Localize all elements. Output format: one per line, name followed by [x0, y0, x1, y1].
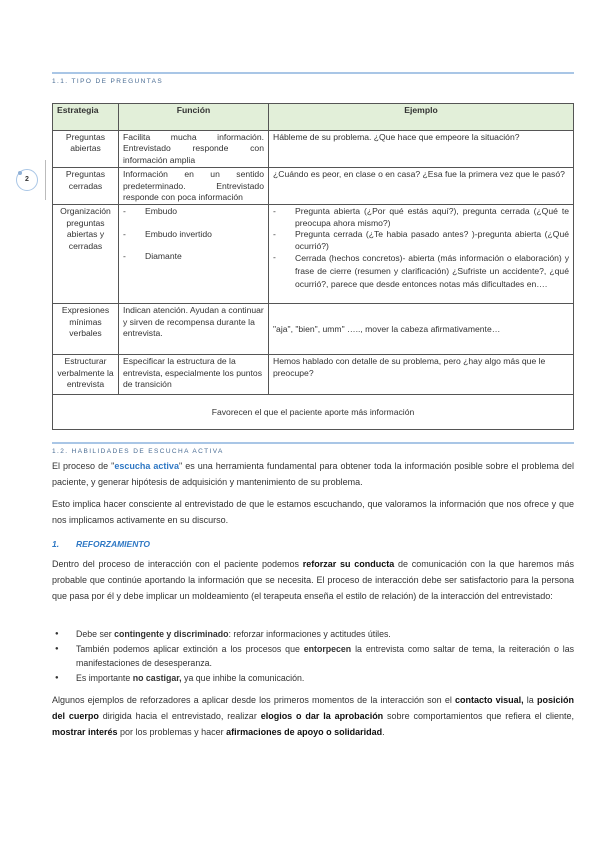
example-item: - Cerrada (hechos concretos)- abierta (más información o elaboración) y frase de cierre (resumen y clarificación) ¿Sufriste un accidente?, ¿qué ocurrió?, parece que desde entonces notas más dificultades en….	[273, 252, 569, 290]
function-cell: Facilita mucha información. Entrevistado responde con información amplia	[119, 131, 269, 168]
table-row	[53, 168, 574, 205]
paragraph-implica	[52, 497, 574, 529]
strategy-cell: Organización preguntas abiertas y cerradas	[53, 205, 119, 304]
table-row	[53, 205, 574, 304]
function-item-text: Embudo invertido	[145, 228, 212, 239]
function-cell: Especificar la estructura de la entrevista, especialmente los puntos de transición	[119, 355, 269, 395]
section-divider	[52, 442, 574, 444]
text-segment: la	[523, 695, 537, 705]
paragraph-reforzar	[52, 557, 574, 604]
function-item: - Embudo invertido	[123, 228, 212, 239]
example-cell: Hemos hablado con detalle de su problema, pero ¿hay algo más que le preocupe?	[269, 355, 574, 395]
header-ejemplo: Ejemplo	[269, 104, 574, 131]
list-item	[52, 642, 574, 671]
example-item: - Pregunta abierta (¿Por qué estás aquí?), pregunta cerrada (¿Qué te preocupa ahora mismo?)	[273, 206, 569, 228]
strategy-cell: Expresiones mínimas verbales	[53, 304, 119, 355]
section-title: 1.2. HABILIDADES DE ESCUCHA ACTIVA	[52, 448, 224, 455]
header-funcion: Función	[119, 104, 269, 131]
function-item: - Diamante	[123, 251, 182, 262]
text-segment: sobre comportamientos que refiera el cliente,	[383, 710, 574, 721]
heading-reforzamiento	[52, 539, 150, 549]
table-row	[53, 355, 574, 395]
emphasis-text: afirmaciones de apoyo o solidaridad	[226, 726, 383, 737]
emphasis-text: no castigar,	[132, 672, 182, 683]
strategy-cell: Preguntas abiertas	[53, 131, 119, 168]
emphasis-text: mostrar interés	[52, 726, 118, 737]
text-segment: Esto implica hacer consciente al entrevistado de que le estamos escuchando, que valoramos la información que nos ofrece y que nos implicamos activamente en su discurso.	[52, 499, 574, 525]
table-row	[53, 304, 574, 355]
text-segment: dirigida hacia el entrevistado, realizar	[98, 710, 261, 721]
paragraph-escucha-activa	[52, 459, 574, 491]
margin-line	[45, 160, 46, 200]
heading-text: REFORZAMIENTO	[76, 539, 150, 549]
emphasis-text: posición del cuerpo	[52, 695, 574, 721]
example-cell: ¿Cuándo es peor, en clase o en casa? ¿Esa fue la primera vez que le pasó?	[269, 168, 574, 205]
bullet-list	[52, 627, 574, 685]
function-item-text: Diamante	[145, 251, 182, 262]
table-row	[53, 131, 574, 168]
example-cell	[269, 205, 574, 304]
emphasis-text: reforzar su conducta	[302, 559, 395, 569]
function-cell: Indican atención. Ayudan a continuar y sirven de recompensa durante la entrevista.	[119, 304, 269, 355]
section-divider	[52, 72, 574, 74]
strategy-cell: Preguntas cerradas	[53, 168, 119, 205]
example-item-text: Cerrada (hechos concretos)- abierta (más información o elaboración) y frase de cierre (resumen y clarificación) ¿Sufriste un accidente?, ¿qué ocurrió?, parece que desde entonces notas más dificultades en….	[295, 253, 569, 290]
text-segment: ya que inhibe la comunicación.	[181, 672, 305, 683]
function-cell	[119, 205, 269, 304]
list-item	[52, 627, 574, 642]
table-footer: Favorecen el que el paciente aporte más información	[53, 395, 574, 430]
text-segment: por los problemas y hacer	[117, 726, 227, 737]
question-types-table	[52, 103, 574, 430]
page-number-badge	[16, 169, 38, 191]
emphasis-text: escucha activa	[114, 461, 179, 471]
text-segment: la entrevista como saltar de tema, la reiteración o las manifestaciones de desesperanza.	[76, 643, 575, 668]
text-segment: Dentro del proceso de interacción con el paciente podemos	[52, 559, 303, 569]
text-segment: También podemos aplicar extinción a los procesos que	[76, 643, 304, 654]
example-item: - Pregunta cerrada (¿Te habia pasado antes? )-pregunta abierta (¿Qué ocurrió?)	[273, 229, 569, 251]
paragraph-ejemplos-reforzadores	[52, 693, 574, 740]
text-segment: El proceso de "	[52, 461, 115, 471]
function-item-text: Embudo	[145, 206, 178, 217]
emphasis-text: elogios o dar la aprobación	[260, 710, 384, 721]
text-segment: .	[382, 726, 385, 737]
text-segment: : reforzar informaciones y actitudes útiles.	[228, 629, 391, 639]
emphasis-text: contacto visual,	[454, 695, 524, 705]
page-number: 2	[25, 176, 29, 183]
text-segment: " es una herramienta fundamental para obtener toda la información posible sobre el problema del paciente, y generar hipótesis de adquisición y mantenimiento de su problema.	[52, 461, 574, 487]
emphasis-text: entorpecen	[303, 643, 352, 654]
text-segment: Algunos ejemplos de reforzadores a aplicar desde los primeros momentos de la interacción son el	[52, 695, 455, 705]
heading-number: 1.	[52, 539, 60, 549]
table-header-row	[53, 104, 574, 131]
example-cell: "aja", "bien", umm" ….., mover la cabeza afirmativamente…	[269, 304, 574, 355]
text-segment: Es importante	[76, 672, 133, 683]
text-segment: de comunicación con la que haremos más probable que continúe aportando la información que se necesita. El proceso de interacción debe ser satisfactorio para la persona que pasa por él y debe implicar un moldeamiento (el terapeuta enseña el estilo de relación) de la interacción del entrevistado:	[52, 559, 574, 601]
function-item: - Embudo	[123, 206, 178, 217]
strategy-cell: Estructurar verbalmente la entrevista	[53, 355, 119, 395]
function-cell: Información en un sentido predeterminado. Entrevistado responde con poca información	[119, 168, 269, 205]
header-estrategia: Estrategia	[53, 104, 119, 131]
table-footer-row	[53, 395, 574, 430]
emphasis-text: contingente y discriminado	[114, 629, 229, 639]
section-title: 1.1. TIPO DE PREGUNTAS	[52, 78, 164, 85]
dot-icon	[18, 171, 22, 175]
text-segment: Debe ser	[76, 629, 115, 639]
example-cell: Hábleme de su problema. ¿Que hace que empeore la situación?	[269, 131, 574, 168]
list-item	[52, 671, 574, 686]
example-item-text: Pregunta cerrada (¿Te habia pasado antes? )-pregunta abierta (¿Qué ocurrió?)	[295, 229, 569, 251]
example-item-text: Pregunta abierta (¿Por qué estás aquí?), pregunta cerrada (¿Qué te preocupa ahora mismo?)	[295, 206, 569, 228]
